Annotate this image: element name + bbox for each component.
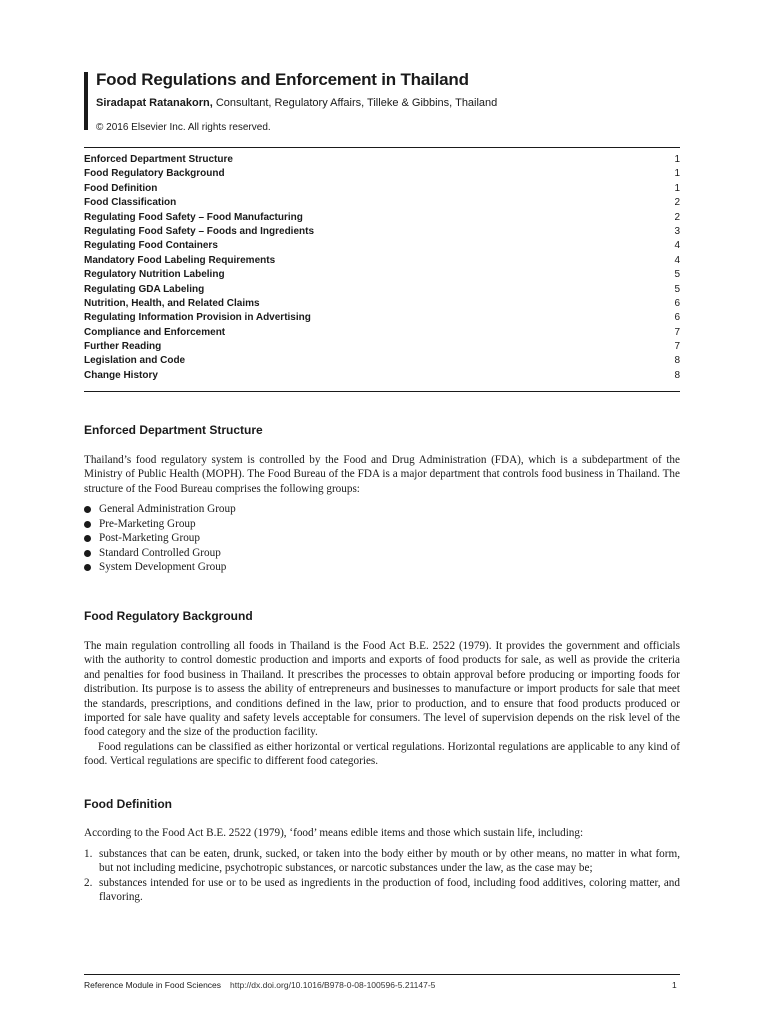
toc-entry-label: Change History bbox=[84, 369, 158, 381]
section-heading-structure: Enforced Department Structure bbox=[84, 423, 263, 437]
toc-entry[interactable] bbox=[84, 182, 680, 196]
list-item bbox=[84, 560, 236, 575]
toc-entry-label: Enforced Department Structure bbox=[84, 154, 233, 165]
toc-entry-page: 2 bbox=[674, 211, 680, 223]
table-of-contents bbox=[84, 153, 680, 383]
author-name: Siradapat Ratanakorn, bbox=[96, 97, 213, 109]
toc-entry-label: Food Definition bbox=[84, 182, 158, 194]
list-item bbox=[84, 531, 236, 546]
toc-entry-page: 2 bbox=[674, 197, 680, 209]
author-affiliation: Consultant, Regulatory Affairs, Tilleke & Gibbins, Thailand bbox=[212, 97, 498, 109]
section-heading-definition: Food Definition bbox=[84, 797, 172, 811]
bullet-icon bbox=[84, 521, 91, 528]
toc-entry-page: 7 bbox=[674, 326, 680, 338]
toc-entry[interactable] bbox=[84, 211, 680, 225]
toc-entry-page: 7 bbox=[674, 341, 680, 353]
list-item-text: substances that can be eaten, drunk, sucked, or taken into the body either by mouth or by other means, no matter in what form, but not including medicine, psychotropic substances, or narcotic substances under the law, as the case may be; bbox=[99, 848, 680, 875]
footer-page-number: 1 bbox=[672, 980, 677, 990]
toc-entry[interactable] bbox=[84, 153, 680, 167]
toc-entry[interactable] bbox=[84, 354, 680, 368]
footer-doi-link[interactable]: http://dx.doi.org/10.1016/B978-0-08-100596-5.21147-5 bbox=[230, 980, 436, 990]
background-paragraph-1: The main regulation controlling all foods in Thailand is the Food Act B.E. 2522 (1979). It provides the government and officials with the authority to control domestic production and imports and exports of food products for sale, as well as provide the criteria and penalties for food business in Thailand. It prescribes the processes to obtain approval before producing or importing foods for distribution. Its purpose is to assess the ability of entrepreneurs and businesses to manufacture or import products for sale that meet the standards, prescriptions, and conditions defined in the law, prior to production, and to ensure that food products produced or imported for sale have quality and safety levels acceptable for consumers. The level of supervision depends on the risk level of the food category and the size of the production facility. bbox=[84, 640, 680, 739]
toc-entry[interactable] bbox=[84, 225, 680, 239]
toc-entry[interactable] bbox=[84, 326, 680, 340]
toc-entry[interactable] bbox=[84, 297, 680, 311]
toc-entry-page: 1 bbox=[674, 154, 680, 165]
food-bureau-groups-list bbox=[84, 502, 236, 575]
toc-entry-label: Nutrition, Health, and Related Claims bbox=[84, 297, 260, 309]
toc-entry-page: 6 bbox=[674, 297, 680, 309]
section-heading-background: Food Regulatory Background bbox=[84, 609, 253, 623]
list-item bbox=[84, 847, 680, 876]
toc-entry-label: Food Regulatory Background bbox=[84, 168, 225, 180]
toc-entry-label: Regulating GDA Labeling bbox=[84, 283, 205, 295]
toc-entry[interactable] bbox=[84, 369, 680, 383]
toc-entry[interactable] bbox=[84, 268, 680, 282]
food-definition-list bbox=[84, 847, 680, 905]
author-line bbox=[96, 97, 497, 109]
toc-entry-label: Compliance and Enforcement bbox=[84, 326, 226, 338]
footer-rule bbox=[84, 974, 680, 975]
list-item bbox=[84, 502, 236, 517]
toc-entry[interactable] bbox=[84, 311, 680, 325]
toc-entry-label: Regulating Food Safety – Food Manufacturing bbox=[84, 211, 303, 223]
toc-entry-label: Regulating Food Safety – Foods and Ingredients bbox=[84, 225, 315, 237]
toc-entry-page: 1 bbox=[674, 182, 680, 194]
background-paragraph-2 bbox=[84, 740, 680, 769]
toc-entry-label: Legislation and Code bbox=[84, 355, 186, 367]
toc-entry-page: 5 bbox=[674, 283, 680, 295]
toc-entry[interactable] bbox=[84, 167, 680, 181]
bullet-icon bbox=[84, 535, 91, 542]
toc-top-rule bbox=[84, 147, 680, 148]
list-item bbox=[84, 876, 680, 905]
bullet-icon bbox=[84, 550, 91, 557]
definition-paragraph: According to the Food Act B.E. 2522 (1979), ‘food’ means edible items and those which sustain life, including: bbox=[84, 827, 584, 839]
toc-entry-page: 1 bbox=[674, 168, 680, 180]
toc-entry-label: Mandatory Food Labeling Requirements bbox=[84, 254, 276, 266]
group-name: Post-Marketing Group bbox=[99, 532, 200, 544]
group-name: Standard Controlled Group bbox=[99, 546, 221, 559]
structure-paragraph: Thailand’s food regulatory system is controlled by the Food and Drug Administration (FDA), which is a subdepartment of the Ministry of Public Health (MOPH). The Food Bureau of the FDA is a major department that controls food business in Thailand. The structure of the Food Bureau comprises the following groups: bbox=[84, 454, 680, 495]
toc-entry-label: Regulatory Nutrition Labeling bbox=[84, 269, 225, 281]
toc-entry-page: 4 bbox=[674, 254, 680, 266]
toc-entry-label: Food Classification bbox=[84, 197, 177, 209]
toc-entry[interactable] bbox=[84, 283, 680, 297]
toc-entry-page: 5 bbox=[674, 269, 680, 281]
toc-entry[interactable] bbox=[84, 254, 680, 268]
toc-entry-page: 3 bbox=[674, 225, 680, 237]
footer-journal-name: Reference Module in Food Sciences bbox=[84, 980, 222, 990]
toc-entry-label: Further Reading bbox=[84, 341, 162, 353]
toc-entry-page: 8 bbox=[674, 369, 680, 381]
toc-entry[interactable] bbox=[84, 239, 680, 253]
list-item bbox=[84, 546, 236, 561]
list-marker: 1. bbox=[84, 848, 93, 860]
list-item bbox=[84, 517, 236, 532]
toc-entry-label: Regulating Information Provision in Advertising bbox=[84, 312, 311, 324]
toc-entry-page: 4 bbox=[674, 240, 680, 252]
bullet-icon bbox=[84, 506, 91, 513]
bullet-icon bbox=[84, 564, 91, 571]
list-item-text: substances intended for use or to be used as ingredients in the production of food, including food additives, coloring matter, and flavoring. bbox=[99, 876, 680, 904]
toc-entry[interactable] bbox=[84, 196, 680, 210]
article-title: Food Regulations and Enforcement in Thailand bbox=[96, 70, 469, 89]
group-name: General Administration Group bbox=[99, 503, 236, 515]
background-paragraph-2-text: Food regulations can be classified as either horizontal or vertical regulations. Horizontal regulations are applicable to any kind of food. Vertical regulations are specific to different food categories. bbox=[84, 741, 680, 768]
toc-entry-page: 8 bbox=[674, 355, 680, 367]
toc-entry-label: Regulating Food Containers bbox=[84, 240, 218, 252]
toc-entry[interactable] bbox=[84, 340, 680, 354]
list-marker: 2. bbox=[84, 876, 93, 889]
group-name: Pre-Marketing Group bbox=[99, 517, 196, 530]
toc-entry-page: 6 bbox=[674, 312, 680, 324]
title-accent-bar bbox=[84, 72, 88, 130]
group-name: System Development Group bbox=[99, 561, 227, 573]
toc-bottom-rule bbox=[84, 391, 680, 392]
copyright-notice: © 2016 Elsevier Inc. All rights reserved. bbox=[96, 122, 271, 133]
